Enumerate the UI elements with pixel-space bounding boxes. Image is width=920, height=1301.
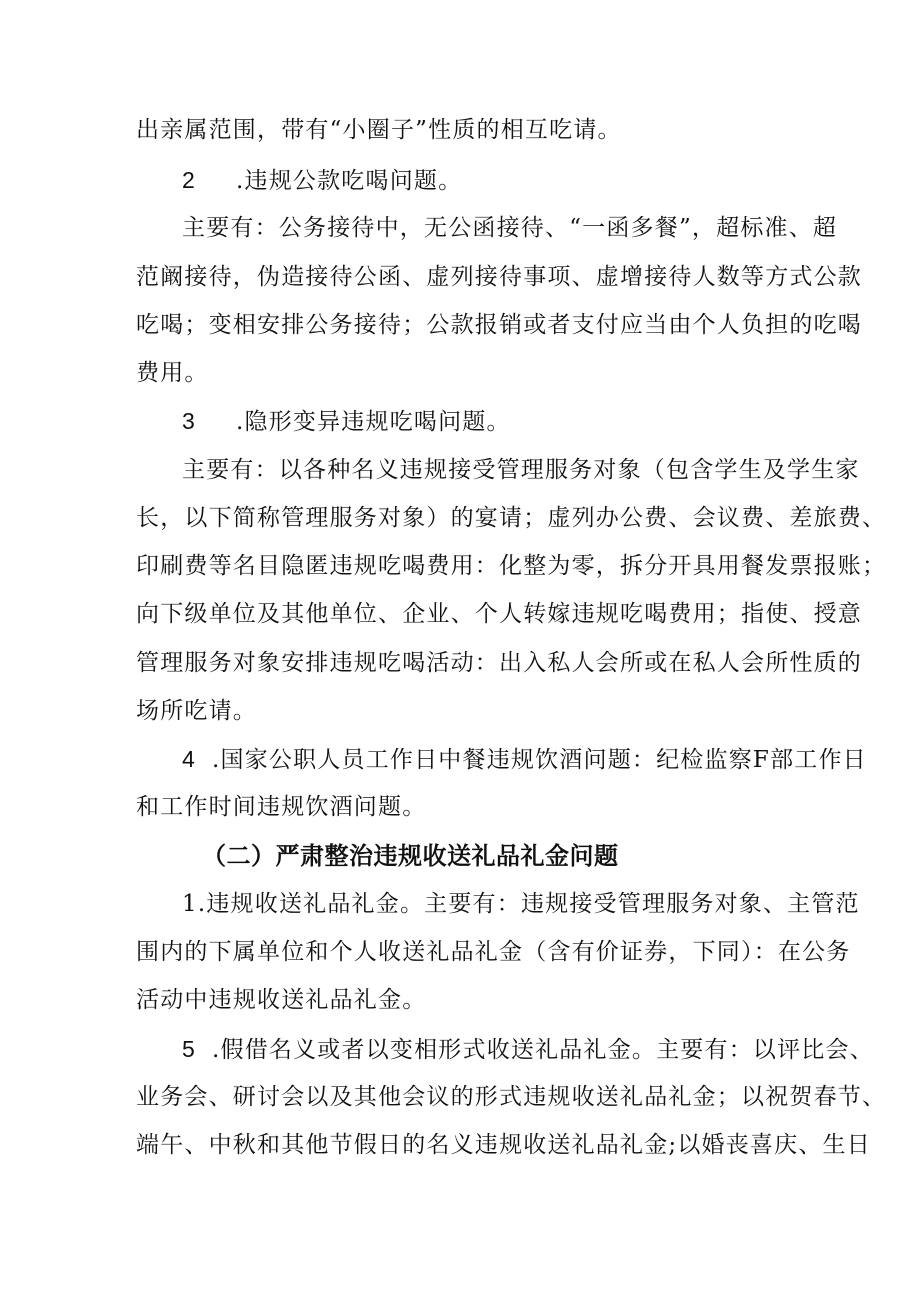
numbered-item-4 [182,744,867,775]
paragraph-line: 长，以下简称管理服务对象）的宴请；虚列办公费、会议费、差旅费、 [136,505,887,531]
paragraph-line: 管理服务对象安排违规吃喝活动：出入私人会所或在私人会所性质的 [136,650,862,676]
item-number: 4 [182,746,196,772]
item-title: .国家公职人员工作日中餐违规饮酒问题：纪检监察F部工作日 [212,747,867,773]
paragraph-line: 1.违规收送礼品礼金。主要有：违规接受管理服务对象、主管范 [182,891,860,917]
item-title: .违规公款吃喝问题。 [236,168,463,194]
item-number: 2 [182,167,196,193]
paragraph-line: 场所吃请。 [136,698,257,724]
paragraph-line: 出亲属范围，带有“小圈子”性质的相互吃请。 [136,117,622,143]
paragraph-line: 和工作时间违规饮酒问题。 [136,794,427,820]
numbered-item-5 [182,1034,874,1065]
item-number: 5 [182,1036,196,1062]
numbered-item-3 [182,406,796,437]
paragraph-line: 费用。 [136,360,209,386]
paragraph-line: 范阚接待，伪造接待公函、虚列接待事项、虚增接待人数等方式公款 [136,264,862,290]
item-number: 3 [182,408,196,434]
paragraph-line: 端午、中秋和其他节假日的名义违规收送礼品礼金;以婚丧喜庆、生日 [136,1132,871,1158]
paragraph-line: 活动中违规收送礼品礼金。 [136,987,427,1013]
numbered-item-2 [182,165,796,196]
paragraph-line: 主要有：公务接待中，无公函接待、“一函多餐”，超标准、超 [182,215,838,241]
item-title: .隐形变异违规吃喝问题。 [236,409,511,435]
paragraph-line: 业务会、研讨会以及其他会议的形式违规收送礼品礼金；以祝贺春节、 [136,1084,887,1110]
paragraph-line: 围内的下属单位和个人收送礼品礼金（含有价证券，下同）：在公务 [136,939,851,965]
paragraph-line: 印刷费等名目隐匿违规吃喝费用：化整为零，拆分开具用餐发票报账； [136,553,887,579]
paragraph-line: 主要有：以各种名义违规接受管理服务对象（包含学生及学生家 [182,457,860,483]
item-title: .假借名义或者以变相形式收送礼品礼金。主要有：以评比会、 [212,1037,874,1063]
paragraph-line: 吃喝；变相安排公务接待；公款报销或者支付应当由个人负担的吃喝 [136,312,862,338]
section-heading: （二）严肃整治违规收送礼品礼金问题 [202,842,619,870]
paragraph-line: 向下级单位及其他单位、企业、个人转嫁违规吃喝费用；指使、授意 [136,601,862,627]
